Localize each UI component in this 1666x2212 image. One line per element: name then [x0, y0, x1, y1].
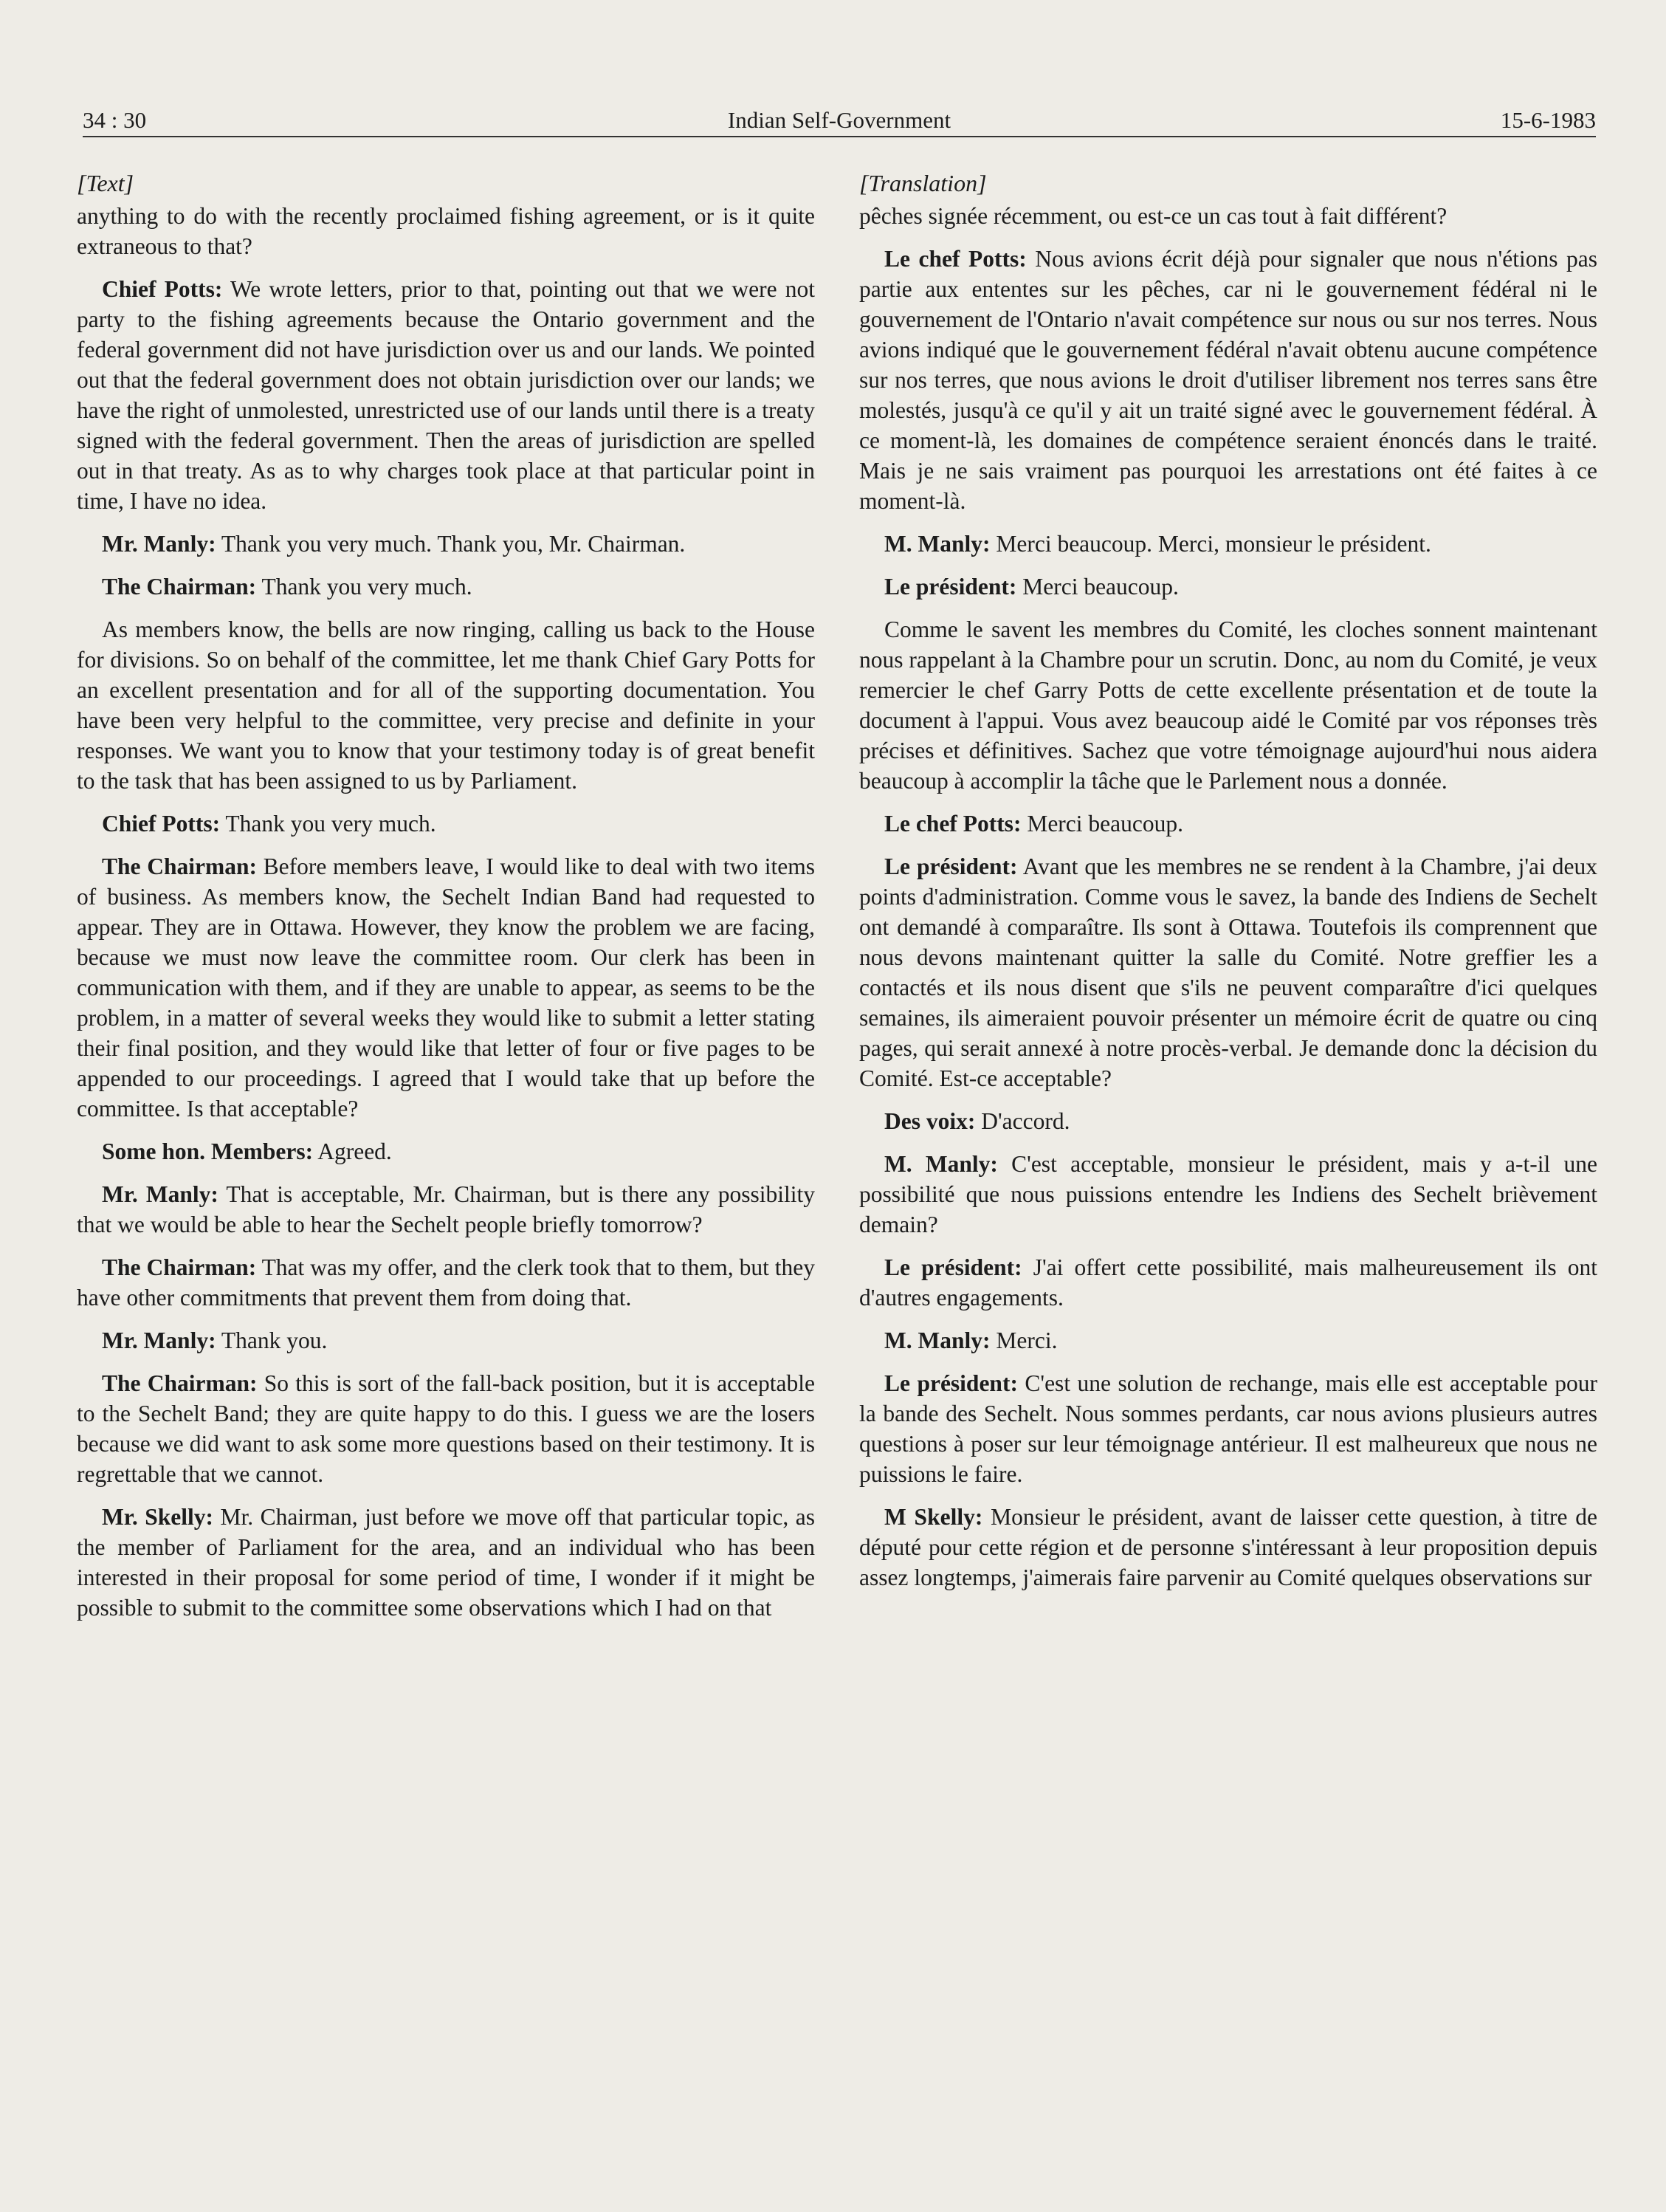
english-paragraph	[77, 851, 815, 1124]
translation-marker: [Translation]	[859, 170, 987, 196]
speaker-name: Mr. Manly:	[102, 1327, 216, 1353]
speaker-name: The Chairman:	[102, 1254, 257, 1280]
paragraph-text: Thank you very much.	[220, 811, 436, 837]
speaker-name: Le président:	[884, 1254, 1022, 1280]
header-rule	[83, 136, 1596, 137]
paragraph-text: Mr. Chairman, just before we move off that particular topic, as the member of Parliament for the area, and an individual who has been interested in their proposal for some period of time, I wonder if it might be possible to submit to the committee some observations which I had on that	[77, 1504, 815, 1621]
paragraph-text: Thank you.	[216, 1327, 328, 1353]
french-paragraph	[859, 201, 1597, 231]
speaker-name: Le président:	[884, 853, 1018, 879]
english-paragraph	[77, 808, 815, 839]
paragraph-text: Comme le savent les membres du Comité, les cloches sonnent maintenant nous rappelant à la Chambre pour un scrutin. Donc, au nom du Comité, je veux remercier le chef Garry Potts de cette excellente présentation et de toute la document à l'appui. Vous avez beaucoup aidé le Comité par vos réponses très précises et définitives. Sachez que votre témoignage aujourd'hui nous aidera beaucoup à accomplir la tâche que le Parlement nous a donnée.	[859, 616, 1597, 794]
english-column	[77, 168, 815, 1635]
header-date: 15-6-1983	[1500, 107, 1596, 133]
paragraph-text: Thank you very much.	[256, 574, 472, 600]
french-paragraph	[859, 1149, 1597, 1240]
french-column	[859, 168, 1597, 1605]
paragraph-text: C'est acceptable, monsieur le président, mais y a-t-il une possibilité que nous puissions entendre les Indiens des Sechelt brièvement demain?	[859, 1151, 1597, 1237]
page-header	[83, 103, 1596, 137]
speaker-name: Chief Potts:	[102, 276, 223, 302]
paragraph-text: Agreed.	[313, 1138, 392, 1164]
speaker-name: Chief Potts:	[102, 811, 221, 837]
paragraph-text: Before members leave, I would like to deal with two items of business. As members know, the Sechelt Indian Band had requested to appear. They are in Ottawa. However, they know the problem we are facing, because we must now leave the committee room. Our clerk has been in communication with them, and if they are unable to appear, as seems to be the problem, in a matter of several weeks they would like to submit a letter stating their final position, and they would like that letter of four or five pages to be appended to our proceedings. I agreed that I would take that up before the committee. Is that acceptable?	[77, 853, 815, 1122]
french-paragraph	[859, 1325, 1597, 1356]
english-paragraph	[77, 1368, 815, 1489]
french-paragraph	[859, 808, 1597, 839]
paragraph-text: That is acceptable, Mr. Chairman, but is there any possibility that we would be able to hear the Sechelt people briefly tomorrow?	[77, 1181, 815, 1237]
french-paragraph	[859, 529, 1597, 559]
paragraph-text: Merci beaucoup. Merci, monsieur le président.	[990, 531, 1431, 557]
paragraph-text: Merci beaucoup.	[1021, 811, 1183, 837]
english-paragraph	[77, 1325, 815, 1356]
english-paragraph	[77, 529, 815, 559]
english-paragraph	[77, 274, 815, 516]
paragraph-text: C'est une solution de rechange, mais elle est acceptable pour la bande des Sechelt. Nous sommes perdants, car nous avions plusieurs autres questions à poser sur leur témoignage antérieur. Il est malheureux que nous ne puissions le faire.	[859, 1370, 1597, 1487]
speaker-name: M. Manly:	[884, 531, 991, 557]
speaker-name: Le chef Potts:	[884, 246, 1027, 272]
speaker-name: Mr. Manly:	[102, 531, 216, 557]
speaker-name: Mr. Manly:	[102, 1181, 218, 1207]
french-paragraph	[859, 1106, 1597, 1136]
speaker-name: Mr. Skelly:	[102, 1504, 213, 1530]
paragraph-text: As members know, the bells are now ringing, calling us back to the House for divisions. So on behalf of the committee, let me thank Chief Gary Potts for an excellent presentation and for all of the supporting documentation. You have been very helpful to the committee, very precise and definite in your responses. We want you to know that your testimony today is of great benefit to the task that has been assigned to us by Parliament.	[77, 616, 815, 794]
french-paragraph	[859, 1252, 1597, 1313]
english-paragraph	[77, 201, 815, 261]
paragraph-text: Monsieur le président, avant de laisser cette question, à titre de député pour cette région et de personne s'intéressant à leur proposition depuis assez longtemps, j'aimerais faire parvenir au Comité quelques observations sur	[859, 1504, 1597, 1590]
english-paragraph	[77, 1502, 815, 1623]
speaker-name: Des voix:	[884, 1108, 976, 1134]
paragraph-text: D'accord.	[975, 1108, 1070, 1134]
speaker-name: M. Manly:	[884, 1327, 991, 1353]
paragraph-text: Avant que les membres ne se rendent à la Chambre, j'ai deux points d'administration. Comme vous le savez, la bande des Indiens de Sechelt ont demandé à comparaître. Ils sont à Ottawa. Toutefois ils comprennent que nous devons maintenant quitter la salle du Comité. Notre greffier les a contactés et ils nous disent que s'ils ne peuvent comparaître d'ici quelques semaines, ils aimeraient pouvoir présenter un mémoire écrit de quatre ou cinq pages, qui serait annexé à notre procès-verbal. Je demande donc la décision du Comité. Est-ce acceptable?	[859, 853, 1597, 1091]
french-paragraph	[859, 244, 1597, 516]
speaker-name: M Skelly:	[884, 1504, 983, 1530]
speaker-name: The Chairman:	[102, 574, 257, 600]
paragraph-text: We wrote letters, prior to that, pointing out that we were not party to the fishing agreements because the Ontario government and the federal government did not have jurisdiction over us and our lands. We pointed out that the federal government does not obtain jurisdiction over our lands; we have the right of unmolested, unrestricted use of our lands until there is a treaty signed with the federal government. Then the areas of jurisdiction are spelled out in that treaty. As as to why charges took place at that particular point in time, I have no idea.	[77, 276, 815, 514]
running-title: Indian Self-Government	[727, 107, 951, 133]
speaker-name: Le président:	[884, 574, 1017, 600]
french-paragraph	[859, 614, 1597, 796]
english-paragraph	[77, 571, 815, 602]
english-paragraph	[77, 614, 815, 796]
paragraph-text: Thank you very much. Thank you, Mr. Chairman.	[216, 531, 686, 557]
paragraph-text: That was my offer, and the clerk took that to them, but they have other commitments that prevent them from doing that.	[77, 1254, 816, 1311]
french-paragraph	[859, 1502, 1597, 1593]
english-paragraph	[77, 1179, 815, 1240]
paragraph-text: anything to do with the recently proclaimed fishing agreement, or is it quite extraneous to that?	[77, 203, 815, 259]
text-marker: [Text]	[77, 170, 134, 196]
paragraph-text: J'ai offert cette possibilité, mais malheureusement ils ont d'autres engagements.	[859, 1254, 1598, 1311]
speaker-name: Le président:	[884, 1370, 1018, 1396]
paragraph-text: Nous avions écrit déjà pour signaler que nous n'étions pas partie aux ententes sur les pêches, car ni le gouvernement fédéral ni le gouvernement de l'Ontario n'avait compétence sur nous ou sur nos terres. Nous avions indiqué que le gouvernement fédéral n'avait obtenu aucune compétence sur nos terres, que nous avions le droit d'utiliser librement nos terres sans être molestés, jusqu'à ce qu'il y ait un traité signé avec le gouvernement fédéral. À ce moment-là, les domaines de compétence seraient énoncés dans le traité. Mais je ne sais vraiment pas pourquoi les arrestations ont été faites à ce moment-là.	[859, 246, 1597, 514]
english-paragraph	[77, 1252, 815, 1313]
paragraph-text: Merci beaucoup.	[1016, 574, 1179, 600]
speaker-name: Le chef Potts:	[884, 811, 1022, 837]
speaker-name: Some hon. Members:	[102, 1138, 314, 1164]
french-paragraph	[859, 1368, 1597, 1489]
english-paragraph	[77, 1136, 815, 1167]
paragraph-text: Merci.	[990, 1327, 1058, 1353]
page-number: 34 : 30	[83, 107, 147, 133]
french-paragraph	[859, 571, 1597, 602]
speaker-name: M. Manly:	[884, 1151, 998, 1177]
french-paragraph	[859, 851, 1597, 1093]
paragraph-text: So this is sort of the fall-back position, but it is acceptable to the Sechelt Band; they are quite happy to do this. I guess we are the losers because we did want to ask some more questions based on their testimony. It is regrettable that we cannot.	[77, 1370, 815, 1487]
paragraph-text: pêches signée récemment, ou est-ce un cas tout à fait différent?	[859, 203, 1448, 229]
speaker-name: The Chairman:	[102, 1370, 258, 1396]
speaker-name: The Chairman:	[102, 853, 257, 879]
